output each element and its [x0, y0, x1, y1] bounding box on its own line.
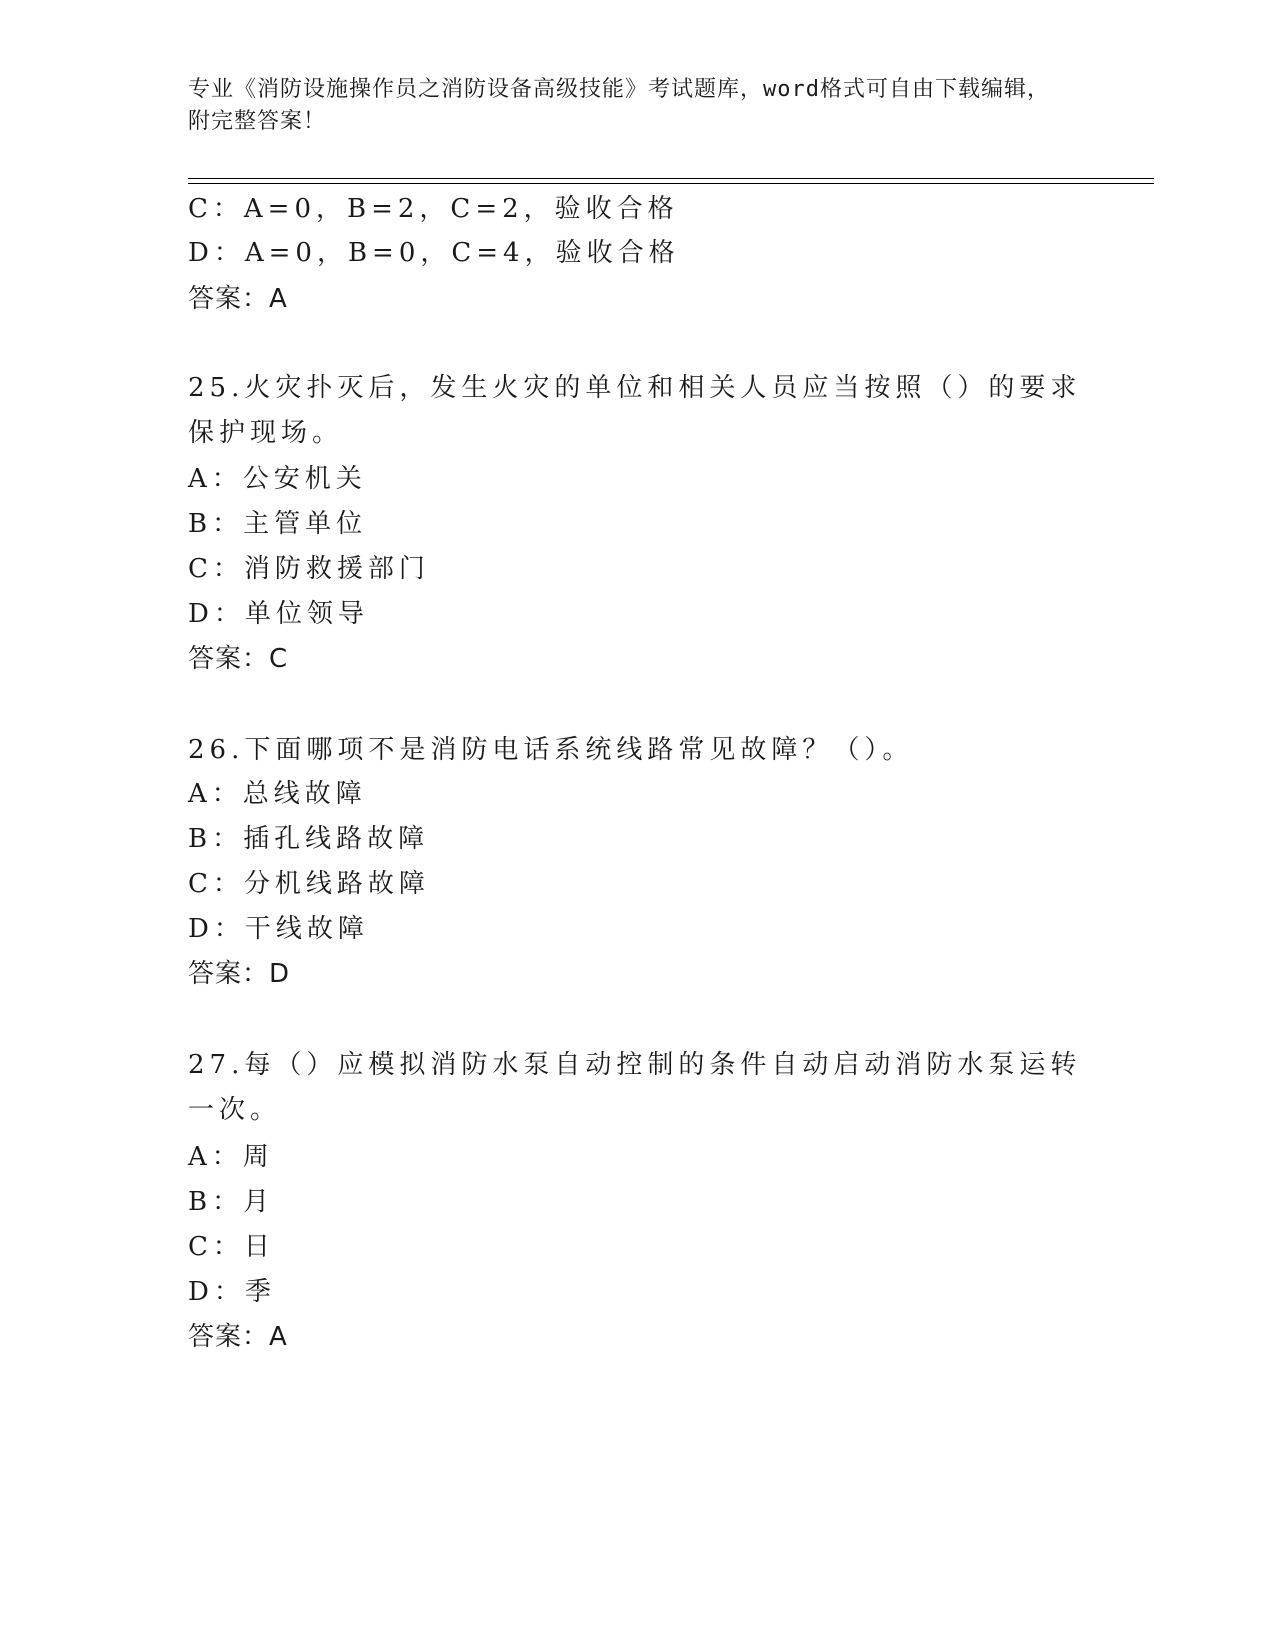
question-26-answer: 答案：D: [188, 959, 291, 989]
question-27-option-b: B：月: [188, 1187, 275, 1217]
question-25-answer: 答案：C: [188, 644, 289, 674]
question-27-option-c: C：日: [188, 1232, 275, 1262]
question-27-option-a: A：周: [188, 1142, 274, 1172]
question-26-text: 26.下面哪项不是消防电话系统线路常见故障？（）。: [188, 735, 914, 765]
question-27-text: 27.每（）应模拟消防水泵自动控制的条件自动启动消防水泵运转一次。: [188, 1050, 1082, 1125]
question-26-option-d: D：干线故障: [188, 914, 369, 944]
question-25-option-d: D：单位领导: [188, 599, 369, 629]
question-26-option-b: B：插孔线路故障: [188, 824, 430, 854]
header-rule-top: [188, 178, 1154, 179]
question-25-option-c: C：消防救援部门: [188, 554, 430, 584]
question-27-answer: 答案：A: [188, 1322, 288, 1352]
question-25-option-a: A：公安机关: [188, 464, 367, 494]
header-rule-bottom: [188, 183, 1154, 184]
question-26-option-a: A：总线故障: [188, 779, 367, 809]
prev-option-c: C：A=0，B=2，C=2，验收合格: [188, 194, 679, 224]
prev-answer: 答案：A: [188, 284, 288, 314]
prev-option-d: D：A=0，B=0，C=4，验收合格: [188, 238, 680, 268]
question-25-text: 25.火灾扑灭后，发生火灾的单位和相关人员应当按照（）的要求保护现场。: [188, 373, 1082, 448]
question-25-option-b: B：主管单位: [188, 509, 368, 539]
page-header: 专业《消防设施操作员之消防设备高级技能》考试题库，word格式可自由下载编辑，附完整答案！: [188, 77, 1050, 134]
question-26-option-c: C：分机线路故障: [188, 869, 430, 899]
question-27-option-d: D：季: [188, 1277, 276, 1307]
